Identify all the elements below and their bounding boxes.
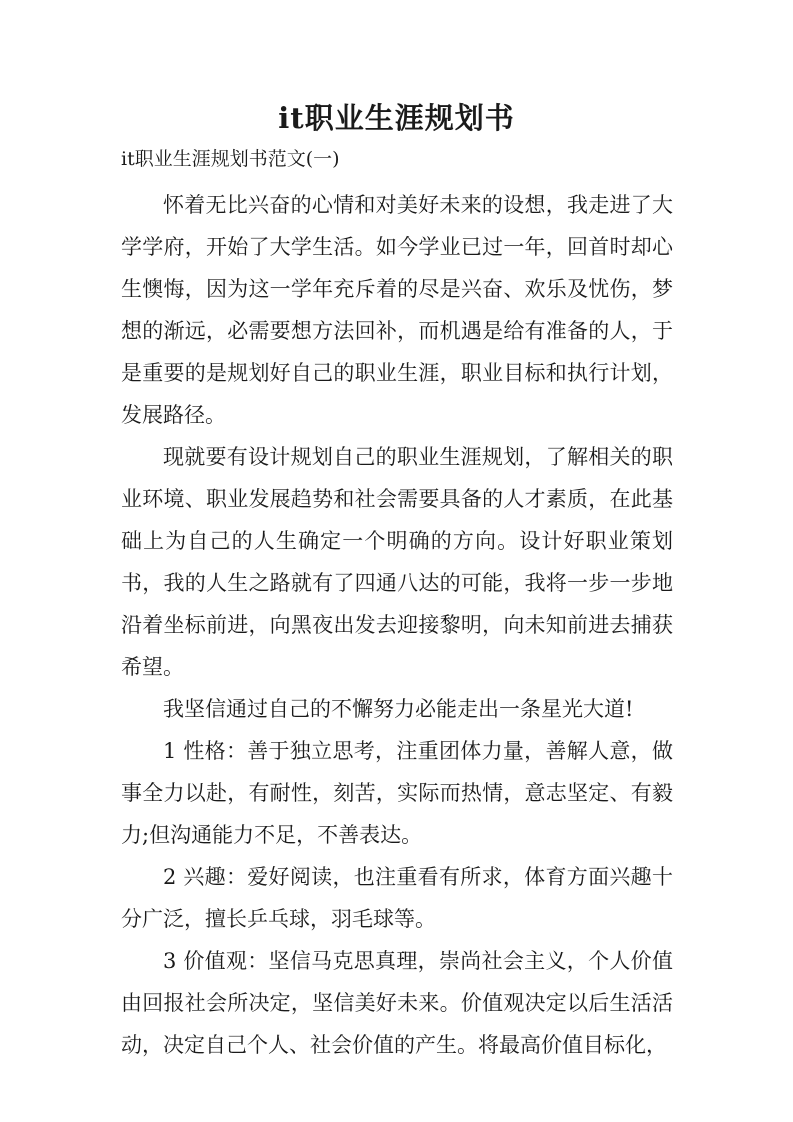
paragraph-personality: 1 性格：善于独立思考，注重团体力量，善解人意，做事全力以赴，有耐性，刻苦，实际而热情，意志坚定、有毅力;但沟通能力不足，不善表达。 <box>121 739 673 847</box>
document-title: it职业生涯规划书 <box>278 101 515 135</box>
paragraph-intro: 怀着无比兴奋的心情和对美好未来的设想，我走进了大学学府，开始了大学生活。如今学业已过一年，回首时却心生懊悔，因为这一学年充斥着的尽是兴奋、欢乐及忧伤，梦想的渐远，必需要想方法回补，而机遇是给有准备的人，于是重要的是规划好自己的职业生涯，职业目标和执行计划，发展路径。 <box>121 193 673 427</box>
paragraph-belief: 我坚信通过自己的不懈努力必能走出一条星光大道! <box>163 697 634 721</box>
paragraph-interests: 2 兴趣：爱好阅读，也注重看有所求，体育方面兴趣十分广泛，擅长乒乓球，羽毛球等。 <box>121 865 673 931</box>
document-body <box>121 184 673 1066</box>
paragraph-values: 3 价值观：坚信马克思真理，崇尚社会主义，个人价值由回报社会所决定，坚信美好未来。价值观决定以后生活活动，决定自己个人、社会价值的产生。将最高价值目标化， <box>121 949 673 1057</box>
paragraph-planning: 现就要有设计规划自己的职业生涯规划，了解相关的职业环境、职业发展趋势和社会需要具备的人才素质，在此基础上为自己的人生确定一个明确的方向。设计好职业策划书，我的人生之路就有了四通八达的可能，我将一步一步地沿着坐标前进，向黑夜出发去迎接黎明，向未知前进去捕获希望。 <box>121 445 673 679</box>
document-subtitle: it职业生涯规划书范文(一) <box>121 148 340 170</box>
